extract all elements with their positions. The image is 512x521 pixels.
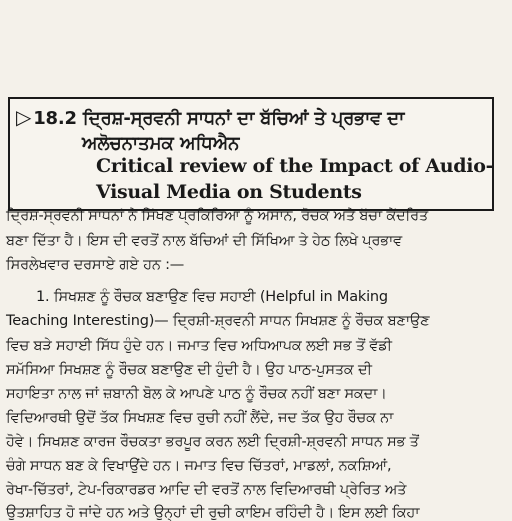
heading-punjabi-line-1-text: 18.2 ਦ੍ਰਿਸ਼-ਸ੍ਰਵਨੀ ਸਾਧਨਾਂ ਦਾ ਬੱਚਿਆਂ ਤੇ ਪ੍ਰਭਾਵ ਦਾ (33, 108, 405, 129)
heading-english-line-2: Visual Media on Students (96, 181, 362, 203)
body-line-10: ਹੋਵੇ। ਸਿਖਸ਼ਣ ਕਾਰਜ ਰੌਚਕਤਾ ਭਰਪੂਰ ਕਰਨ ਲਈ ਦ੍ਰਿਸ਼ੀ-ਸ਼੍ਰਵਨੀ ਸਾਧਨ ਸਭ ਤੋਂ (6, 434, 419, 450)
body-line-2: ਬਣਾ ਦਿੱਤਾ ਹੈ। ਇਸ ਦੀ ਵਰਤੋਂ ਨਾਲ ਬੱਚਿਆਂ ਦੀ ਸਿੱਖਿਆ ਤੇ ਹੇਠ ਲਿਖੇ ਪ੍ਰਭਾਵ (6, 233, 402, 249)
body-line-3: ਸਿਰਲੇਖਵਾਰ ਦਰਸਾਏ ਗਏ ਹਨ :— (6, 257, 185, 273)
heading-english-line-1: Critical review of the Impact of Audio- (96, 155, 494, 177)
body-line-5: Teaching Interesting)— ਦ੍ਰਿਸ਼ੀ-ਸ਼੍ਰਵਨੀ ਸਾਧਨ ਸਿਖਸ਼ਣ ਨੂੰ ਰੌਚਕ ਬਣਾਉਣ (6, 313, 430, 329)
heading-punjabi-line-1 (16, 105, 494, 129)
body-line-4-subheading: 1. ਸਿਖਸ਼ਣ ਨੂੰ ਰੌਚਕ ਬਣਾਉਣ ਵਿਚ ਸਹਾਈ (Helpful in Making (36, 289, 388, 305)
heading-punjabi-line-2: ਅਲੋਚਨਾਤਮਕ ਅਧਿਐਨ (82, 133, 240, 154)
triangle-right-icon: ▷ (16, 105, 32, 129)
body-line-11: ਚੰਗੇ ਸਾਧਨ ਬਣ ਕੇ ਵਿਖਾਉਂਦੇ ਹਨ। ਜਮਾਤ ਵਿਚ ਚਿੱਤਰਾਂ, ਮਾਡਲਾਂ, ਨਕਸ਼ਿਆਂ, (6, 458, 392, 474)
body-line-8: ਸਹਾਇਤਾ ਨਾਲ ਜਾਂ ਜ਼ਬਾਨੀ ਬੋਲ ਕੇ ਆਪਣੇ ਪਾਠ ਨੂੰ ਰੌਚਕ ਨਹੀਂ ਬਣਾ ਸਕਦਾ। (6, 386, 387, 402)
body-line-12: ਰੇਖਾ-ਚਿੱਤਰਾਂ, ਟੇਪ-ਰਿਕਾਰਡਰ ਆਦਿ ਦੀ ਵਰਤੋਂ ਨਾਲ ਵਿਦਿਆਰਥੀ ਪ੍ਰੇਰਿਤ ਅਤੇ (6, 482, 407, 498)
body-line-1: ਦ੍ਰਿਸ਼-ਸ੍ਰਵਨੀ ਸਾਧਨਾਂ ਨੇ ਸਿੱਖਣ ਪ੍ਰਕਿਰਿਆ ਨੂੰ ਅਸਾਨ, ਰੋਚਕ ਅਤੇ ਬੱਚਾ ਕੇਂਦਰਿਤ (6, 208, 429, 224)
body-line-6: ਵਿਚ ਬੜੇ ਸਹਾਈ ਸਿੱਧ ਹੁੰਦੇ ਹਨ। ਜਮਾਤ ਵਿਚ ਅਧਿਆਪਕ ਲਈ ਸਭ ਤੋਂ ਵੱਡੀ (6, 338, 392, 354)
body-line-13: ਉਤਸ਼ਾਹਿਤ ਹੋ ਜਾਂਦੇ ਹਨ ਅਤੇ ਉਨ੍ਹਾਂ ਦੀ ਰੁਚੀ ਕਾਇਮ ਰਹਿੰਦੀ ਹੈ। ਇਸ ਲਈ ਕਿਹਾ (6, 505, 420, 521)
section-heading-box (8, 97, 494, 211)
body-line-9: ਵਿਦਿਆਰਥੀ ਉਦੋਂ ਤੱਕ ਸਿਖਸ਼ਣ ਵਿਚ ਰੁਚੀ ਨਹੀਂ ਲੈਂਦੇ, ਜਦ ਤੱਕ ਉਹ ਰੌਚਕ ਨਾ (6, 410, 394, 426)
body-line-7: ਸਮੱਸਿਆ ਸਿਖਸ਼ਣ ਨੂੰ ਰੌਚਕ ਬਣਾਉਣ ਦੀ ਹੁੰਦੀ ਹੈ। ਉਹ ਪਾਠ-ਪੁਸਤਕ ਦੀ (6, 362, 372, 378)
